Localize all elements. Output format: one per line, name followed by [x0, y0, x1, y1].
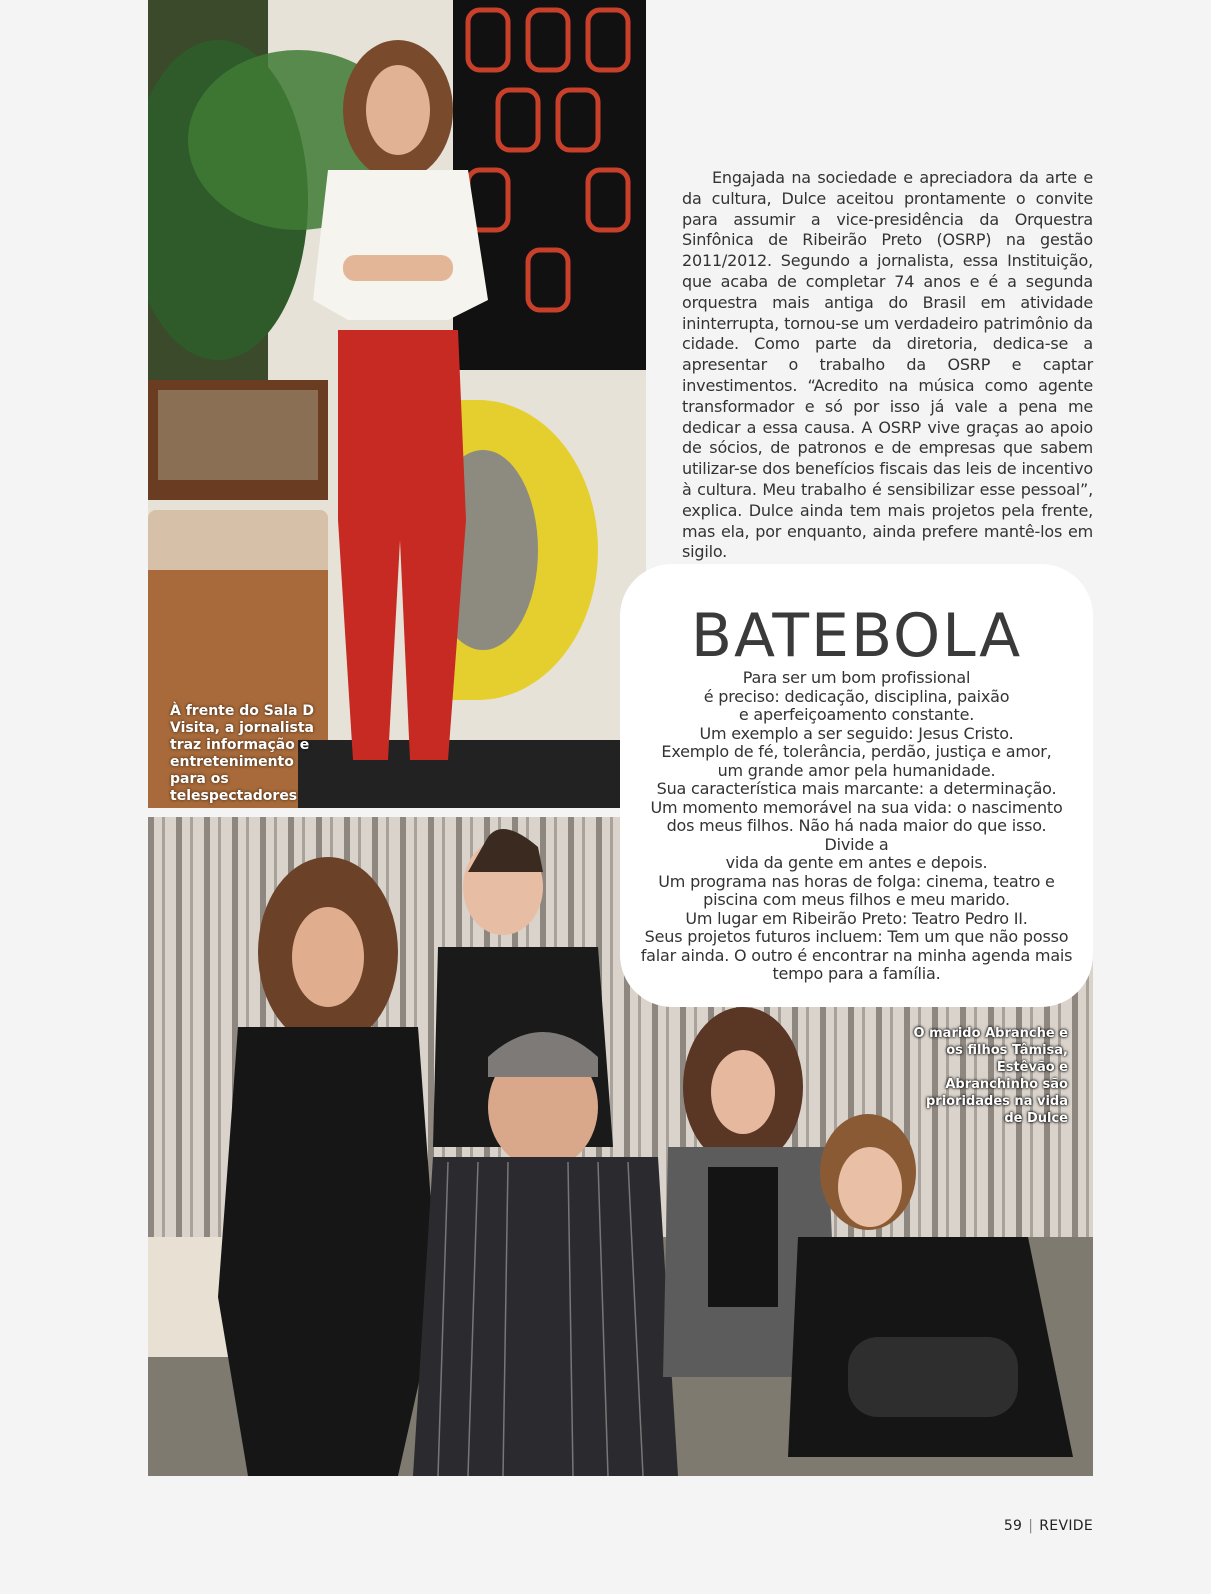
photo-portrait — [148, 0, 646, 808]
batebola-line: e aperfeiçoamento constante. — [738, 705, 975, 724]
batebola-line: Um momento memorável na sua vida: o nascimento — [650, 797, 1063, 817]
batebola-line: piscina com meus filhos e meu marido. — [703, 890, 1010, 909]
batebola-title: BATEBOLA — [690, 601, 1023, 671]
batebola-line: Exemplo de fé, tolerância, perdão, justiça e amor, — [661, 742, 1052, 761]
batebola-box — [620, 564, 1093, 1007]
magazine-name: REVIDE — [1039, 1518, 1093, 1534]
batebola-line: dos meus filhos. Não há nada maior do que isso. Divide a — [666, 816, 1047, 854]
batebola-line: vida da gente em antes e depois. — [725, 853, 988, 872]
batebola-line: falar ainda. O outro é encontrar na minha agenda mais — [640, 945, 1073, 965]
footer-separator: | — [1028, 1518, 1034, 1534]
batebola-line: um grande amor pela humanidade. — [717, 760, 996, 780]
batebola-line: Um lugar em Ribeirão Preto: Teatro Pedro II. — [685, 908, 1028, 928]
page-footer — [1004, 1518, 1093, 1534]
batebola-line: Seus projetos futuros incluem: Tem um que não posso — [644, 927, 1069, 946]
batebola-line: Para ser um bom profissional — [742, 668, 971, 687]
photo-caption-top: À frente do Sala D Visita, a jornalista traz informação e entretenimento para os telespectadores — [170, 703, 315, 804]
batebola-line: tempo para a família. — [772, 964, 941, 983]
article-body — [682, 168, 1093, 563]
batebola-line: Um programa nas horas de folga: cinema, teatro e — [658, 871, 1055, 891]
batebola-line: é preciso: dedicação, disciplina, paixão — [703, 686, 1010, 706]
batebola-body — [640, 669, 1073, 984]
batebola-line: Sua característica mais marcante: a determinação. — [656, 779, 1057, 798]
page-number: 59 — [1003, 1518, 1023, 1534]
batebola-line: Um exemplo a ser seguido: Jesus Cristo. — [699, 723, 1014, 743]
article-paragraph: Engajada na sociedade e apreciadora da arte e da cultura, Dulce aceitou prontamente o convite para assumir a vice-presidência da Orquestra Sinfônica de Ribeirão Preto (OSRP) na gestão 2011/2012. Segundo a jornalista, essa Instituição, que acaba de completar 74 anos e é a segunda orquestra mais antiga do Brasil em atividade ininterrupta, tornou-se um verdadeiro patrimônio da cidade. Como parte da diretoria, dedica-se a apresentar o trabalho da OSRP e captar investimentos. “Acredito na música como agente transformador e só por isso já vale a pena me dedicar a essa causa. A OSRP vive graças ao apoio de sócios, de patronos e de empresas que sabem utilizar-se dos benefícios fiscais das leis de incentivo à cultura. Meu trabalho é sensibilizar esse pessoal”, explica. Dulce ainda tem mais projetos pela frente, mas ela, por enquanto, ainda prefere mantê-los em sigilo. — [682, 168, 1093, 562]
photo-caption-bottom: O marido Abranche e os filhos Tâmisa, Estêvão e Abranchinho são prioridades na vida de Dulce — [913, 1026, 1068, 1126]
